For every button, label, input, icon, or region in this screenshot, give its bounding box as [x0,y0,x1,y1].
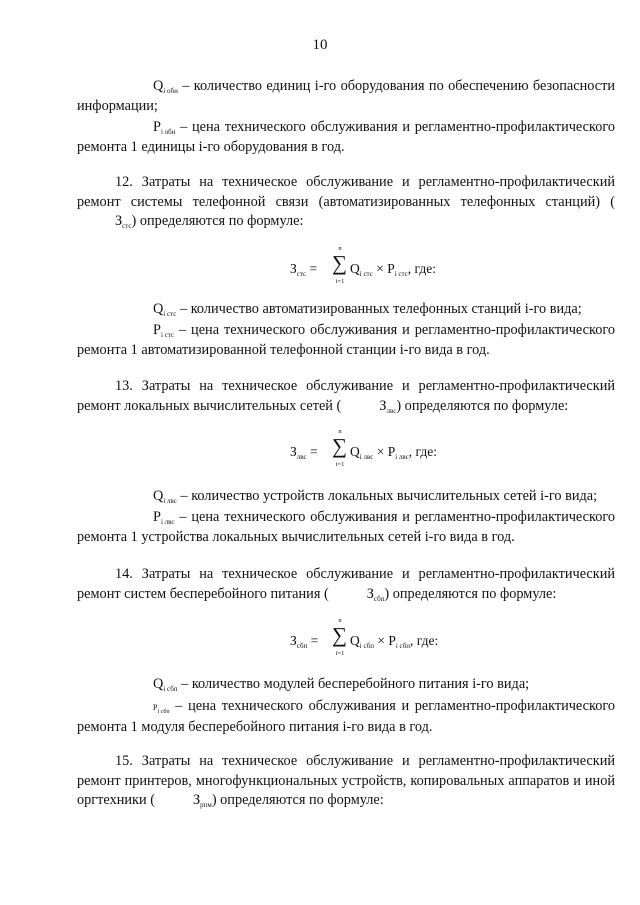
definition-text: – количество единиц i-го оборудования по обеспечению безопасности информации; [77,78,615,114]
item-15-text: 15. Затраты на техническое обслуживание и регламентно-профилактический ремонт принтеров, многофункциональных устройств, копировальных аппаратов и иной оргтехники ( [77,753,615,808]
item-12-text-end: ) определяются по формуле: [131,213,304,229]
item-13-text-end: ) определяются по формуле: [396,397,569,414]
definition-p-lvs [77,508,615,547]
paragraph-item-12 [77,173,615,232]
formula-14: $З_{сбп}$ = n ∑ i=1 $Q_{i сбп} \times P_{i сбп}$, где: [290,617,439,657]
symbol-z-lvs: $З_{лвс}$ [379,397,397,415]
paragraph-item-15 [77,752,615,811]
item-14-text: 14. Затраты на техническое обслуживание и регламентно-профилактический ремонт систем бесперебойного питания ( [77,566,615,602]
symbol-p: $P_{i обн}$ [153,119,176,136]
symbol-q: $Q_{i сбп}$ [153,676,178,693]
definition-p-sts [77,321,615,360]
item-15-text-end: ) определяются по формуле: [211,792,384,808]
definition-text: – количество модулей бесперебойного питания i-го вида; [177,676,530,692]
item-12-text: 12. Затраты на техническое обслуживание и регламентно-профилактический ремонт системы телефонной связи (автоматизированных телефонных станций) ( [77,174,615,210]
symbol-q: $Q_{i обн}$ [153,78,178,95]
definition-p-obn [77,118,615,157]
formula-12: $З_{стс}$ = n ∑ i=1 $Q_{i стс} \times P_{i стс}$, где: [290,245,436,285]
definition-q-obn [77,77,615,116]
symbol-q: $Q_{i лвс}$ [153,488,177,505]
page-number: 10 [312,37,328,53]
paragraph-item-14 [77,565,615,604]
formula-lhs: $З_{стс}$ = [290,261,318,278]
definition-p-sbp [77,697,615,737]
definition-q-sbp [77,675,615,695]
formula-13: $З_{лвс}$ = n ∑ i=1 $Q_{i лвс} \times P_{i лвс}$, где: [290,428,437,468]
paragraph-item-13 [77,377,615,416]
formula-rhs: $Q_{i сбп} \times P_{i сбп}$, где: [350,633,439,650]
definition-text: – количество устройств локальных вычислительных сетей i-го вида; [176,488,598,504]
definition-text: – цена технического обслуживания и регламентно-профилактического ремонта 1 модуля бесперебойного питания i-го вида в год. [77,698,615,735]
definition-text: – цена технического обслуживания и регламентно-профилактического ремонта 1 единицы i-го оборудования в год. [77,119,615,155]
symbol-z-sts: $З_{стс}$ [115,213,132,230]
definition-text: – цена технического обслуживания и регламентно-профилактического ремонта 1 автоматизированной телефонной станции i-го вида в год. [77,322,615,358]
symbol-q: $Q_{i стс}$ [153,301,177,318]
symbol-p: $P_{i лвс}$ [153,509,175,526]
formula-rhs: $Q_{i лвс} \times P_{i лвс}$, где: [350,444,437,461]
definition-text: – количество автоматизированных телефонных станций i-го вида; [176,301,582,317]
item-13-text: 13. Затраты на техническое обслуживание и регламентно-профилактический ремонт локальных вычислительных сетей ( [77,378,615,414]
symbol-p: $P_{i стс}$ [153,322,175,339]
item-14-text-end: ) определяются по формуле: [384,585,557,602]
definition-q-sts [77,300,615,320]
formula-rhs: $Q_{i стс} \times P_{i стс}$, где: [350,261,436,278]
formula-lhs: $З_{лвс}$ = [290,444,318,461]
symbol-z-rpm: $З_{рпм}$ [192,792,212,809]
symbol-p: $P_{i сбп}$ [153,703,170,715]
definition-text: – цена технического обслуживания и регламентно-профилактического ремонта 1 устройства локальных вычислительных сетей i-го вида в год. [77,509,615,545]
definition-q-lvs [77,487,615,507]
symbol-z-sbp: $З_{сбп}$ [366,585,385,603]
formula-lhs: $З_{сбп}$ = [290,633,319,650]
